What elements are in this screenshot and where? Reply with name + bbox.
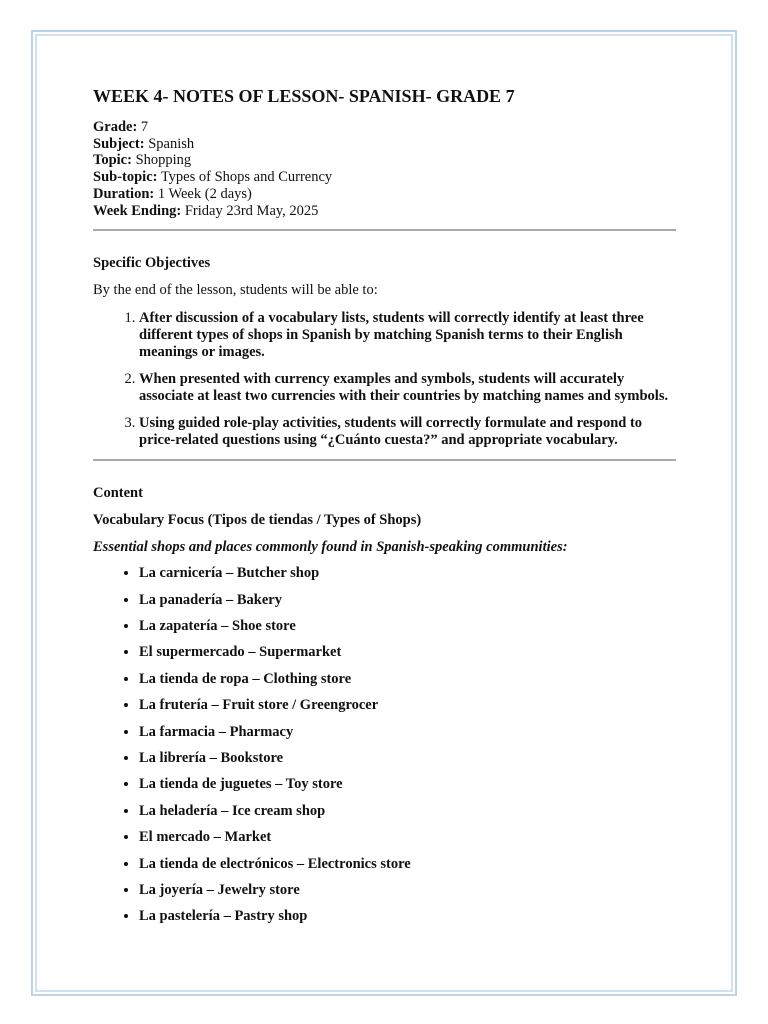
meta-grade: [93, 119, 676, 136]
meta-week-ending-label: Week Ending:: [93, 202, 182, 219]
objective-item: 1. After discussion of a vocabulary lists, students will correctly identify at least three different types of shops in Spanish by matching Spanish terms to their English meanings or images.: [139, 310, 676, 361]
list-item: • La tienda de juguetes – Toy store: [139, 776, 676, 793]
meta-subtopic-label: Sub-topic:: [93, 169, 158, 186]
objectives-intro: By the end of the lesson, students will be able to:: [93, 282, 378, 299]
list-item: • La tienda de ropa – Clothing store: [139, 671, 676, 688]
list-item: • La panadería – Bakery: [139, 592, 676, 609]
list-item: • La pastelería – Pastry shop: [139, 908, 676, 925]
meta-week-ending-value: Friday 23rd May, 2025: [181, 202, 319, 219]
objectives-heading: Specific Objectives: [93, 255, 211, 272]
objective-item: 3. Using guided role-play activities, students will correctly formulate and respond to price-related questions using “¿Cuánto cuesta?” and appropriate vocabulary.: [139, 415, 676, 449]
objective-item: 2. When presented with currency examples and symbols, students will accurately associate at least two currencies with their countries by matching names and symbols.: [139, 371, 676, 405]
objectives-list: [93, 310, 676, 449]
meta-subject-value: Spanish: [144, 135, 195, 152]
list-item: • La farmacia – Pharmacy: [139, 724, 676, 741]
meta-subject-label: Subject:: [93, 135, 145, 152]
list-item: • La tienda de electrónicos – Electronics store: [139, 856, 676, 873]
list-item: • La joyería – Jewelry store: [139, 882, 676, 899]
list-item: • El supermercado – Supermarket: [139, 644, 676, 661]
shops-list: [93, 565, 676, 925]
vocab-heading: Vocabulary Focus (Tipos de tiendas / Types of Shops): [93, 512, 422, 529]
meta-subtopic-value: Types of Shops and Currency: [157, 169, 333, 186]
content-heading: Content: [93, 485, 143, 502]
document-title: WEEK 4- NOTES OF LESSON- SPANISH- GRADE 7: [93, 86, 515, 106]
meta-topic-label: Topic:: [93, 152, 132, 169]
meta-duration-label: Duration:: [93, 185, 155, 202]
divider: [93, 459, 676, 461]
list-item: • La heladería – Ice cream shop: [139, 803, 676, 820]
meta-duration: [93, 186, 676, 203]
meta-topic: [93, 152, 676, 169]
list-item: • La zapatería – Shoe store: [139, 618, 676, 635]
meta-grade-value: 7: [137, 119, 149, 135]
meta-duration-value: 1 Week (2 days): [154, 185, 252, 202]
list-item: • La frutería – Fruit store / Greengrocer: [139, 697, 676, 714]
meta-grade-label: Grade:: [93, 119, 138, 135]
meta-week-ending: [93, 203, 676, 220]
meta-subtopic: [93, 169, 676, 186]
lesson-meta: [93, 119, 676, 219]
vocab-subheading: Essential shops and places commonly found in Spanish-speaking communities:: [93, 539, 568, 556]
list-item: • El mercado – Market: [139, 829, 676, 846]
list-item: • La librería – Bookstore: [139, 750, 676, 767]
document-body: [93, 86, 676, 935]
meta-topic-value: Shopping: [131, 152, 192, 169]
divider: [93, 229, 676, 231]
meta-subject: [93, 136, 676, 153]
list-item: • La carnicería – Butcher shop: [139, 565, 676, 582]
